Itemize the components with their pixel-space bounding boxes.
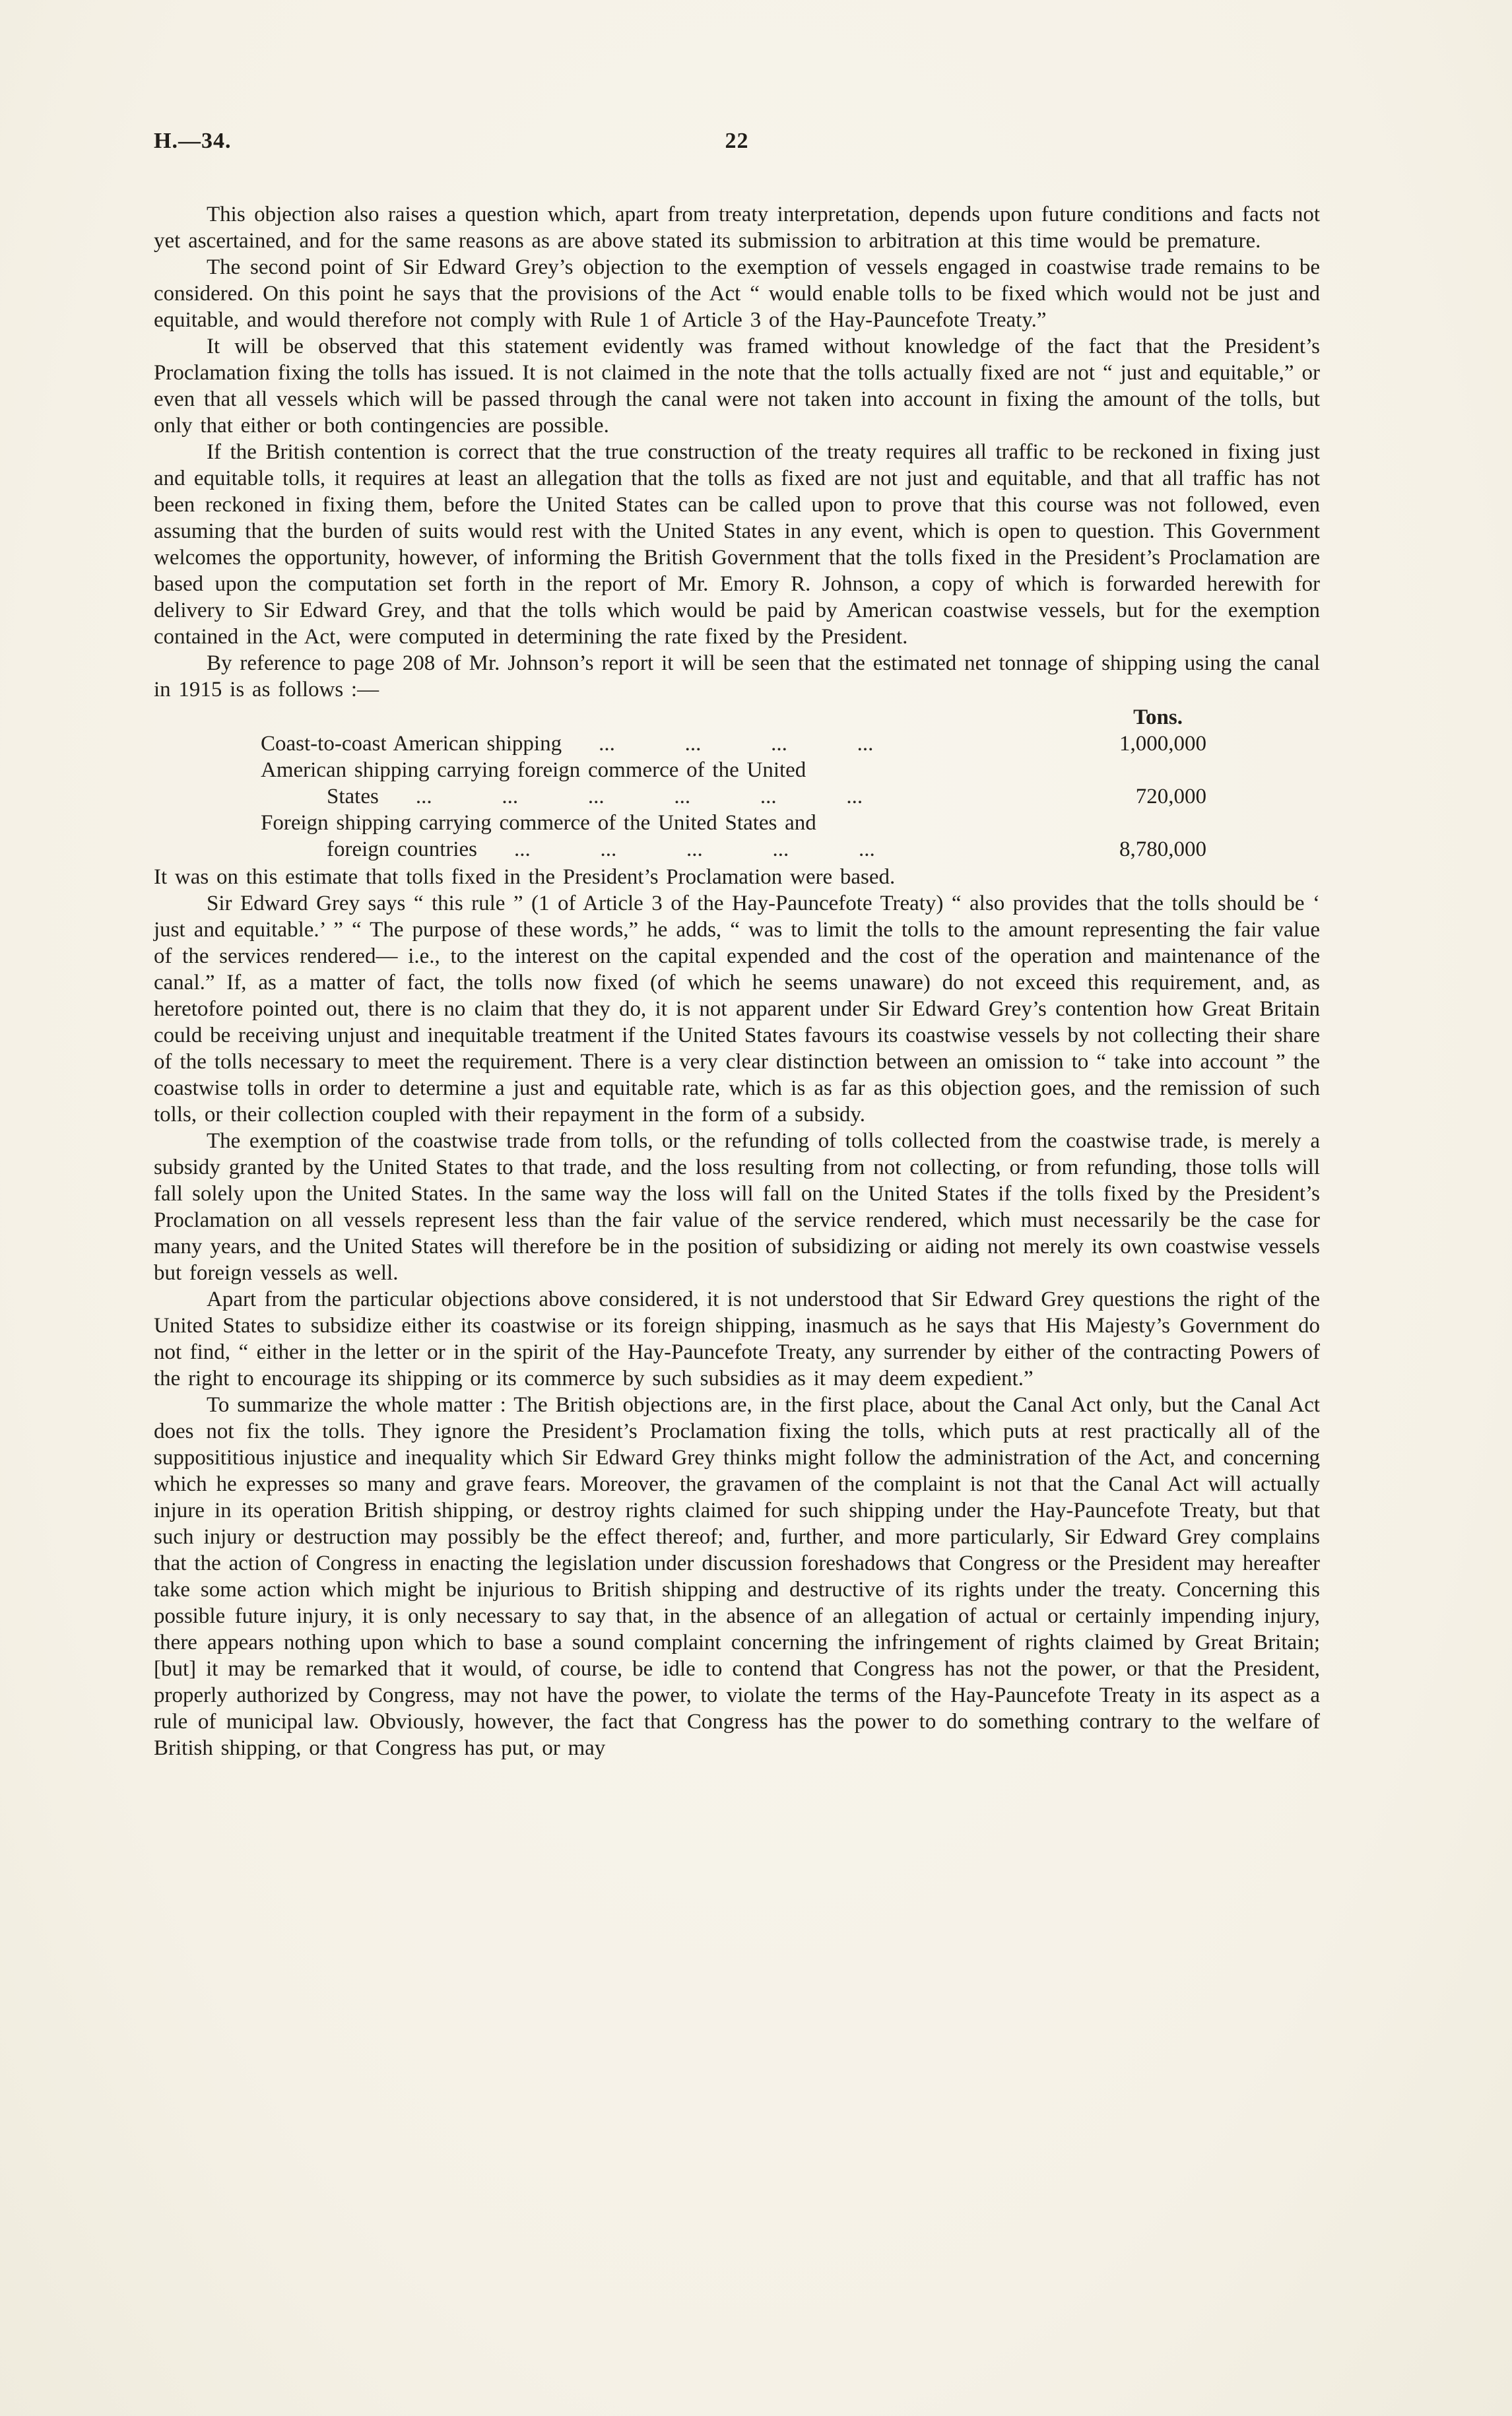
tonnage-table <box>154 704 1206 863</box>
table-row-label: Foreign shipping carrying commerce of the United States and <box>261 811 816 835</box>
table-row-label: foreign countries <box>327 837 478 861</box>
paragraph-9: Apart from the particular objections above considered, it is not understood that Sir Edward Grey questions the right of the United States to subsidize either its coastwise or its foreign shipping, inasmuch as he says that His Majesty’s Government do not find, “ either in the letter or in the spirit of the Hay-Pauncefote Treaty, any surrender by either of the contracting Powers of the right to encourage its shipping or its commerce by such subsidies as it may deem expedient.” <box>154 1288 1320 1390</box>
table-row-label: States <box>327 785 379 808</box>
table-row <box>154 810 1206 836</box>
table-unit-header: Tons. <box>1133 705 1183 729</box>
table-row-value: 8,780,000 <box>1119 837 1206 861</box>
paragraph-4: If the British contention is correct that the true construction of the treaty requires all traffic to be reckoned in fixing just and equitable tolls, it requires at least an allegation that the tolls as fixed are not just and equitable, and that all traffic has not been reckoned in fixing them, before the United States can be called upon to prove that this course was not followed, even assuming that the burden of suits would rest with the United States in any event, which is open to question. This Government welcomes the opportunity, however, of informing the British Government that the tolls fixed in the President’s Proclamation are based upon the computation set forth in the report of Mr. Emory R. Johnson, a copy of which is forwarded herewith for delivery to Sir Edward Grey, and that the tolls which would be paid by American coastwise vessels, but for the exemption contained in the Act, were computed in determining the rate fixed by the President. <box>154 440 1320 649</box>
table-row-label: American shipping carrying foreign commerce of the United <box>261 758 806 782</box>
paragraph-2: The second point of Sir Edward Grey’s objection to the exemption of vessels engaged in coastwise trade remains to be considered. On this point he says that the provisions of the Act “ would enable tolls to be fixed which would not be just and equitable, and would therefore not comply with Rule 1 of Article 3 of the Hay-Pauncefote Treaty.” <box>154 255 1320 332</box>
table-row <box>154 731 1206 757</box>
table-row-value: 720,000 <box>1135 785 1206 808</box>
paragraph-7: Sir Edward Grey says “ this rule ” (1 of Article 3 of the Hay-Pauncefote Treaty) “ also provides that the tolls should be ‘ just and equitable.’ ” “ The purpose of these words,” he adds, “ was to limit the tolls to the amount representing the fair value of the services rendered— i.e., to the interest on the capital expended and the cost of the operation and maintenance of the canal.” If, as a matter of fact, the tolls now fixed (of which he seems unaware) do not exceed this requirement, and, as heretofore pointed out, there is no claim that they do, it is not apparent under Sir Edward Grey’s contention how Great Britain could be receiving unjust and inequitable treatment if the United States favours its coastwise vessels by not collecting their share of the tolls necessary to meet the requirement. There is a very clear distinction between an omission to “ take into account ” the coastwise tolls in order to determine a just and equitable rate, which is as far as this objection goes, and the remission of such tolls, or their collection coupled with their repayment in the form of a subsidy. <box>154 892 1320 1126</box>
dot-leader: ... ... ... ... <box>599 732 874 756</box>
paragraph-5: By reference to page 208 of Mr. Johnson’s report it will be seen that the estimated net tonnage of shipping using the canal in 1915 is as follows :— <box>154 651 1320 702</box>
table-row-label: Coast-to-coast American shipping <box>261 732 562 756</box>
paragraph-1: This objection also raises a question which, apart from treaty interpretation, depends upon future conditions and facts not yet ascertained, and for the same reasons as are above stated its submission to arbitration at this time would be premature. <box>154 203 1320 253</box>
table-row-continuation <box>154 836 1206 863</box>
document-reference: H.—34. <box>154 129 232 153</box>
dot-leader: ... ... ... ... ... ... <box>415 785 863 808</box>
page-header <box>154 129 1320 154</box>
page-number: 22 <box>725 129 749 153</box>
table-row-value: 1,000,000 <box>1119 732 1206 756</box>
dot-leader: ... ... ... ... ... <box>514 837 875 861</box>
paragraph-3: It will be observed that this statement evidently was framed without knowledge of the fact that the President’s Proclamation fixing the tolls has issued. It is not claimed in the note that the tolls actually fixed are not “ just and equitable,” or even that all vessels which will be passed through the canal were not taken into account in fixing the amount of the tolls, but only that either or both contingencies are possible. <box>154 335 1320 438</box>
paragraph-6: It was on this estimate that tolls fixed in the President’s Proclamation were based. <box>154 865 896 889</box>
table-row-continuation <box>154 783 1206 810</box>
document-body <box>154 201 1320 1761</box>
paragraph-8: The exemption of the coastwise trade from tolls, or the refunding of tolls collected from the coastwise trade, is merely a subsidy granted by the United States to that trade, and the loss resulting from not collecting, or from refunding, those tolls will fall solely upon the United States. In the same way the loss will fall on the United States if the tolls fixed by the President’s Proclamation on all vessels represent less than the fair value of the service rendered, which must necessarily be the case for many years, and the United States will therefore be in the position of subsidizing or aiding not merely its own coastwise vessels but foreign vessels as well. <box>154 1129 1320 1285</box>
paragraph-10: To summarize the whole matter : The British objections are, in the first place, about the Canal Act only, but the Canal Act does not fix the tolls. They ignore the President’s Proclamation fixing the tolls, which puts at rest practically all of the supposititious injustice and inequality which Sir Edward Grey thinks might follow the administration of the Act, and concerning which he expresses so many and grave fears. Moreover, the gravamen of the complaint is not that the Canal Act will actually injure in its operation British shipping, or destroy rights claimed for such shipping under the Hay-Pauncefote Treaty, but that such injury or destruction may possibly be the effect thereof; and, further, and more particularly, Sir Edward Grey complains that the action of Congress in enacting the legislation under discussion foreshadows that Congress or the President may hereafter take some action which might be injurious to British shipping and destructive of its rights under the treaty. Concerning this possible future injury, it is only necessary to say that, in the absence of an allegation of actual or certainly impending injury, there appears nothing upon which to base a sound complaint concerning the infringement of rights claimed by Great Britain; [but] it may be remarked that it would, of course, be idle to contend that Congress has not the power, or that the President, properly authorized by Congress, may not have the power, to violate the terms of the Hay-Pauncefote Treaty in its aspect as a rule of municipal law. Obviously, however, the fact that Congress has the power to do something contrary to the welfare of British shipping, or that Congress has put, or may <box>154 1393 1320 1760</box>
table-row <box>154 757 1206 783</box>
